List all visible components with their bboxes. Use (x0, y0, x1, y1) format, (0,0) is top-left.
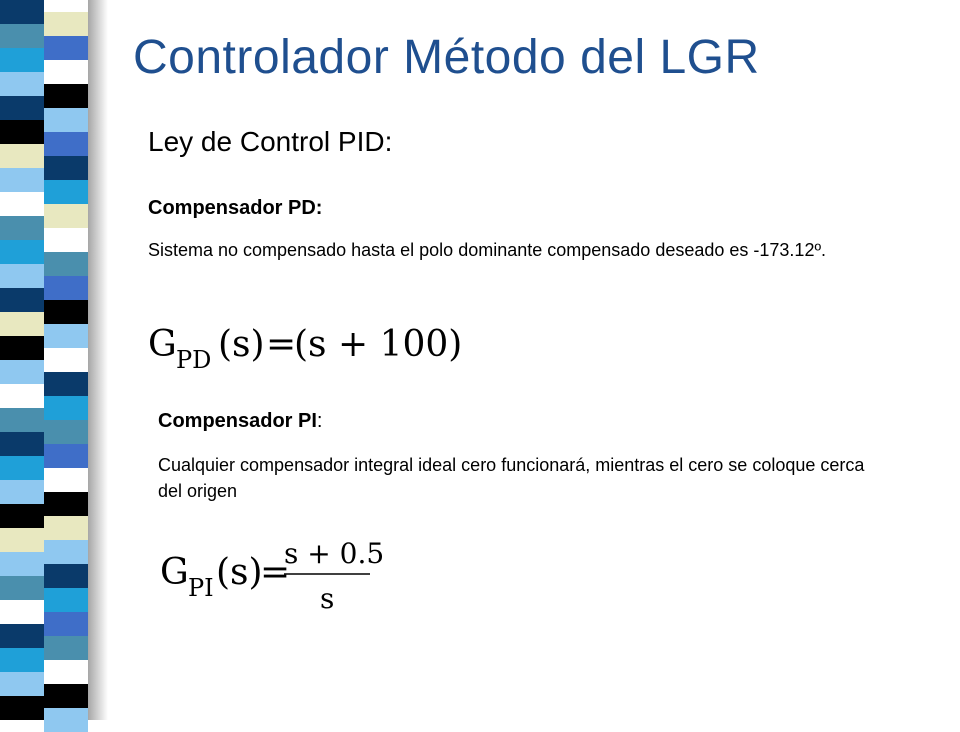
pi-eq-lhs-paren: (s) (216, 552, 263, 593)
stripe-block (44, 60, 88, 84)
stripe-block (44, 540, 88, 564)
pd-eq-rhs: (s + 100) (294, 324, 463, 365)
pd-heading: Compensador PD: (148, 197, 323, 219)
pd-eq-g: G (148, 324, 177, 365)
stripe-block (44, 108, 88, 132)
stripe-block (0, 168, 44, 192)
stripe-block (44, 156, 88, 180)
stripe-block (44, 348, 88, 372)
pd-eq-subscript: PD (176, 346, 212, 374)
stripe-block (44, 468, 88, 492)
stripe-block (0, 312, 44, 336)
stripe-block (0, 408, 44, 432)
stripe-block (0, 456, 44, 480)
pi-equation (160, 537, 385, 618)
pi-heading-colon: : (316, 410, 323, 432)
stripe-block (44, 588, 88, 612)
stripe-block (0, 192, 44, 216)
stripe-block (44, 300, 88, 324)
stripe-block (0, 0, 44, 24)
stripe-block (0, 96, 44, 120)
stripe-block (0, 144, 44, 168)
stripe-block (44, 36, 88, 60)
stripe-block (0, 504, 44, 528)
pi-description: Cualquier compensador integral ideal cero funcionará, mientras el cero se coloque cerca del origen (158, 455, 865, 501)
stripe-block (0, 240, 44, 264)
stripe-block (44, 564, 88, 588)
stripe-block (44, 684, 88, 708)
stripe-block (44, 372, 88, 396)
stripe-block (0, 552, 44, 576)
stripe-block (0, 432, 44, 456)
stripe-block (44, 444, 88, 468)
stripe-block (44, 420, 88, 444)
stripe-block (44, 492, 88, 516)
stripe-block (44, 84, 88, 108)
stripe-block (0, 600, 44, 624)
slide-title: Controlador Método del LGR (133, 31, 760, 84)
stripe-block (0, 672, 44, 696)
stripe-block (0, 24, 44, 48)
stripe-block (44, 324, 88, 348)
stripe-block (0, 480, 44, 504)
stripe-block (44, 228, 88, 252)
stripe-block (44, 132, 88, 156)
pi-eq-denominator: s (320, 582, 335, 615)
pd-eq-equals: = (266, 324, 297, 365)
stripe-block (0, 72, 44, 96)
stripe-block (0, 264, 44, 288)
stripe-block (0, 648, 44, 672)
stripe-block (0, 384, 44, 408)
stripe-shadow (88, 0, 108, 720)
stripe-block (44, 396, 88, 420)
pi-heading-text: Compensador PI (158, 410, 317, 432)
decorative-stripe (0, 0, 110, 720)
stripe-block (0, 120, 44, 144)
pi-eq-equals: = (260, 552, 291, 593)
stripe-block (0, 216, 44, 240)
stripe-block (0, 576, 44, 600)
stripe-block (0, 360, 44, 384)
stripe-block (44, 612, 88, 636)
pi-eq-numerator: s + 0.5 (284, 537, 385, 570)
section-subtitle: Ley de Control PID: (148, 126, 393, 157)
stripe-block (44, 660, 88, 684)
stripe-block (0, 528, 44, 552)
stripe-block (0, 48, 44, 72)
stripe-block (44, 276, 88, 300)
stripe-block (0, 696, 44, 720)
stripe-block (44, 252, 88, 276)
pd-description: Sistema no compensado hasta el polo dominante compensado deseado es -173.12º. (148, 240, 827, 260)
pi-heading (158, 410, 322, 433)
stripe-block (0, 624, 44, 648)
stripe-block (44, 636, 88, 660)
stripe-block (44, 516, 88, 540)
stripe-block (44, 204, 88, 228)
pd-equation (148, 316, 463, 374)
stripe-block (0, 288, 44, 312)
pd-eq-lhs-paren: (s) (218, 324, 265, 365)
pi-eq-g: G (160, 552, 189, 593)
stripe-block (44, 708, 88, 732)
stripe-block (44, 12, 88, 36)
stripe-block (44, 180, 88, 204)
pi-eq-subscript: PI (188, 574, 214, 602)
stripe-block (0, 336, 44, 360)
